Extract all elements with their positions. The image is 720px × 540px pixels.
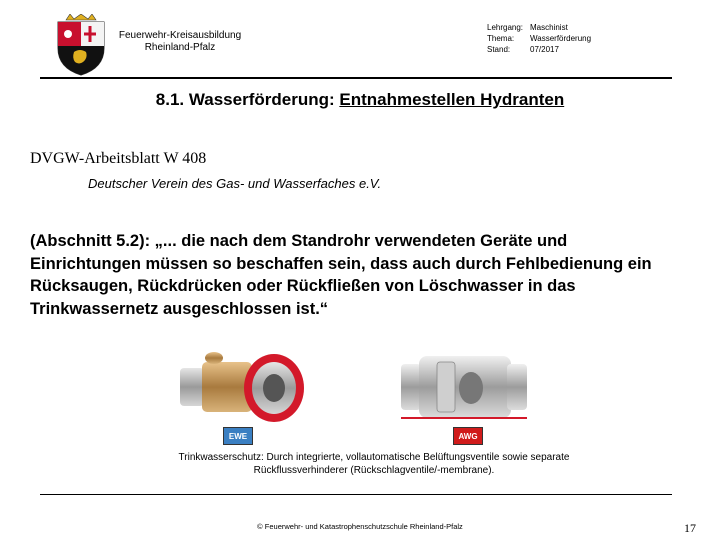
page-number: 17 — [684, 521, 696, 535]
meta-value: 07/2017 — [530, 45, 559, 54]
org-line-1: Feuerwehr-Kreisausbildung — [118, 30, 242, 41]
regulation-quote: (Abschnitt 5.2): „... die nach dem Standrohr verwendeten Geräte und Einrichtungen müssen so beschaffen sein, dass auch durch Fehlbedienung ein Rücksaugen, Rückdrücken oder Rückfließen von Löschwasser in das Trinkwassernetz ausgeschlossen ist.“ — [30, 232, 652, 318]
meta-row — [487, 33, 591, 44]
dvgw-subtitle: Deutscher Verein des Gas- und Wasserfaches e.V. — [88, 176, 382, 191]
meta-row — [487, 44, 591, 55]
backflow-valve-image-1 — [176, 348, 306, 426]
ewe-logo: EWE — [223, 427, 253, 445]
dvgw-heading: DVGW-Arbeitsblatt W 408 — [30, 150, 207, 167]
caption-line-1: Trinkwasserschutz: Durch integrierte, vollautomatische Belüftungsventile sowie separate — [178, 452, 570, 463]
title-underlined: Entnahmestellen Hydranten — [339, 90, 565, 109]
course-meta — [487, 22, 591, 55]
header-divider — [40, 77, 672, 79]
org-line-2: Rheinland-Pfalz — [144, 42, 216, 53]
title-prefix: 8.1. Wasserförderung: — [155, 90, 340, 109]
slide-title — [0, 90, 720, 110]
meta-value: Maschinist — [530, 23, 568, 32]
backflow-valve-image-2 — [397, 348, 531, 426]
meta-value: Wasserförderung — [530, 34, 592, 43]
awg-logo: AWG — [453, 427, 483, 445]
meta-key: Thema: — [487, 34, 515, 43]
meta-key: Stand: — [487, 45, 511, 54]
footer-divider — [40, 494, 672, 495]
meta-key: Lehrgang: — [487, 23, 524, 32]
meta-row — [487, 22, 591, 33]
image-caption — [110, 451, 638, 477]
caption-line-2: Rückflussverhinderer (Rückschlagventile/-membrane). — [253, 465, 495, 476]
organization-name — [100, 30, 260, 54]
footer-copyright: © Feuerwehr- und Katastrophenschutzschule Rheinland-Pfalz — [257, 522, 463, 531]
